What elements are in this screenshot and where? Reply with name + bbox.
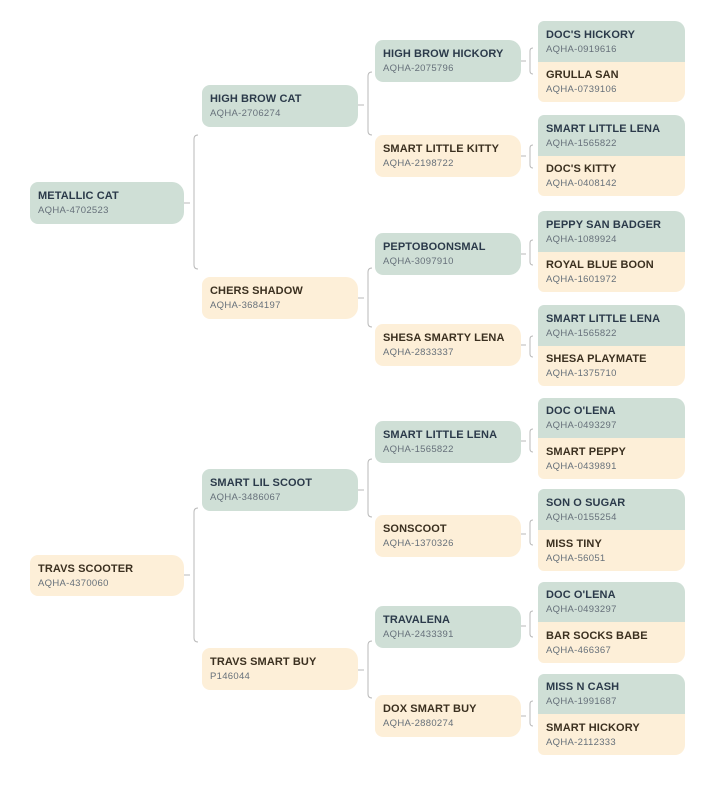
horse-name: METALLIC CAT — [38, 190, 119, 202]
horse-card-dam[interactable] — [538, 622, 685, 663]
horse-registration: AQHA-1565822 — [546, 137, 617, 149]
horse-card-sire[interactable] — [375, 421, 521, 463]
horse-card-sire[interactable] — [375, 40, 521, 82]
horse-card-dam[interactable] — [538, 252, 685, 292]
horse-card-dam[interactable] — [375, 695, 521, 737]
horse-name: DOC'S HICKORY — [546, 28, 636, 41]
horse-card-dam[interactable] — [538, 530, 685, 571]
horse-name: SON O SUGAR — [546, 496, 626, 509]
horse-card-sire[interactable] — [538, 489, 685, 530]
horse-card-sire[interactable] — [538, 582, 685, 622]
horse-registration: AQHA-56051 — [546, 552, 606, 564]
horse-name: SMART LITTLE KITTY — [383, 143, 500, 155]
horse-name: DOC'S KITTY — [546, 163, 617, 175]
horse-card-dam[interactable] — [538, 438, 685, 479]
horse-card-sire[interactable] — [202, 85, 358, 127]
horse-registration: AQHA-2112333 — [546, 736, 616, 748]
horse-name: SMART LIL SCOOT — [210, 477, 313, 489]
horse-card-dam[interactable] — [538, 346, 685, 386]
horse-card-dam[interactable] — [375, 135, 521, 177]
horse-name: DOC O'LENA — [546, 589, 616, 601]
horse-name: SMART LITTLE LENA — [546, 122, 661, 135]
horse-registration: AQHA-1370326 — [383, 538, 454, 549]
horse-registration: AQHA-0408142 — [546, 178, 617, 189]
horse-registration: AQHA-2433391 — [383, 629, 454, 640]
horse-card-sire[interactable] — [538, 21, 685, 62]
horse-name: SMART LITTLE LENA — [383, 429, 498, 441]
horse-name: CHERS SHADOW — [210, 285, 303, 297]
horse-card-subject[interactable] — [30, 555, 184, 596]
horse-registration: AQHA-0919616 — [546, 43, 617, 55]
horse-registration: AQHA-2075796 — [383, 63, 454, 74]
horse-registration: AQHA-3684197 — [210, 300, 281, 311]
horse-name: SHESA PLAYMATE — [546, 353, 647, 365]
horse-name: GRULLA SAN — [546, 69, 619, 81]
horse-card-sire[interactable] — [202, 469, 358, 511]
horse-registration: AQHA-2706274 — [210, 108, 281, 119]
horse-card-sire[interactable] — [375, 606, 521, 648]
horse-card-dam[interactable] — [375, 324, 521, 366]
horse-card-sire[interactable] — [538, 115, 685, 156]
horse-name: SONSCOOT — [383, 523, 447, 535]
horse-card-dam[interactable] — [538, 714, 685, 755]
horse-name: DOX SMART BUY — [383, 703, 477, 715]
horse-card-dam[interactable] — [375, 515, 521, 557]
horse-card-sire[interactable] — [538, 305, 685, 346]
horse-card-sire[interactable] — [538, 398, 685, 438]
horse-registration: AQHA-1089924 — [546, 233, 617, 245]
horse-registration: AQHA-2833337 — [383, 347, 454, 358]
horse-name: HIGH BROW CAT — [210, 93, 302, 105]
horse-name: ROYAL BLUE BOON — [546, 259, 654, 271]
horse-name: TRAVALENA — [383, 614, 451, 626]
horse-name: HIGH BROW HICKORY — [383, 48, 504, 60]
horse-registration: AQHA-4370060 — [38, 577, 109, 589]
horse-name: SMART LITTLE LENA — [546, 312, 661, 325]
horse-card-sire[interactable] — [538, 674, 685, 714]
horse-card-dam[interactable] — [202, 277, 358, 319]
horse-registration: P146044 — [210, 671, 251, 682]
horse-name: BAR SOCKS BABE — [546, 629, 648, 642]
horse-registration: AQHA-3486067 — [210, 492, 281, 503]
horse-registration: AQHA-4702523 — [38, 205, 109, 216]
horse-registration: AQHA-0155254 — [546, 511, 617, 523]
horse-registration: AQHA-1601972 — [546, 274, 617, 285]
horse-card-dam[interactable] — [538, 62, 685, 102]
horse-name: PEPPY SAN BADGER — [546, 218, 662, 231]
horse-card-subject[interactable] — [30, 182, 184, 224]
horse-card-sire[interactable] — [538, 211, 685, 252]
horse-card-sire[interactable] — [375, 233, 521, 275]
horse-registration: AQHA-2880274 — [383, 718, 454, 729]
horse-name: MISS N CASH — [546, 681, 620, 693]
horse-card-dam[interactable] — [202, 648, 358, 690]
horse-registration: AQHA-1565822 — [546, 327, 617, 339]
horse-name: MISS TINY — [546, 537, 602, 550]
horse-registration: AQHA-0739106 — [546, 84, 617, 95]
horse-registration: AQHA-0493297 — [546, 420, 617, 431]
horse-name: TRAVS SMART BUY — [210, 656, 317, 668]
horse-name: SHESA SMARTY LENA — [383, 332, 505, 344]
horse-registration: AQHA-1991687 — [546, 696, 617, 707]
horse-registration: AQHA-0493297 — [546, 604, 617, 615]
horse-name: SMART PEPPY — [546, 445, 626, 458]
horse-registration: AQHA-3097910 — [383, 256, 454, 267]
horse-registration: AQHA-466367 — [546, 644, 612, 656]
horse-card-dam[interactable] — [538, 156, 685, 196]
horse-registration: AQHA-2198722 — [383, 158, 454, 169]
horse-name: SMART HICKORY — [546, 721, 640, 734]
horse-registration: AQHA-1565822 — [383, 444, 454, 455]
horse-name: DOC O'LENA — [546, 405, 616, 417]
horse-name: PEPTOBOONSMAL — [383, 241, 486, 253]
horse-registration: AQHA-0439891 — [546, 460, 617, 472]
horse-registration: AQHA-1375710 — [546, 368, 617, 379]
horse-name: TRAVS SCOOTER — [38, 562, 134, 575]
